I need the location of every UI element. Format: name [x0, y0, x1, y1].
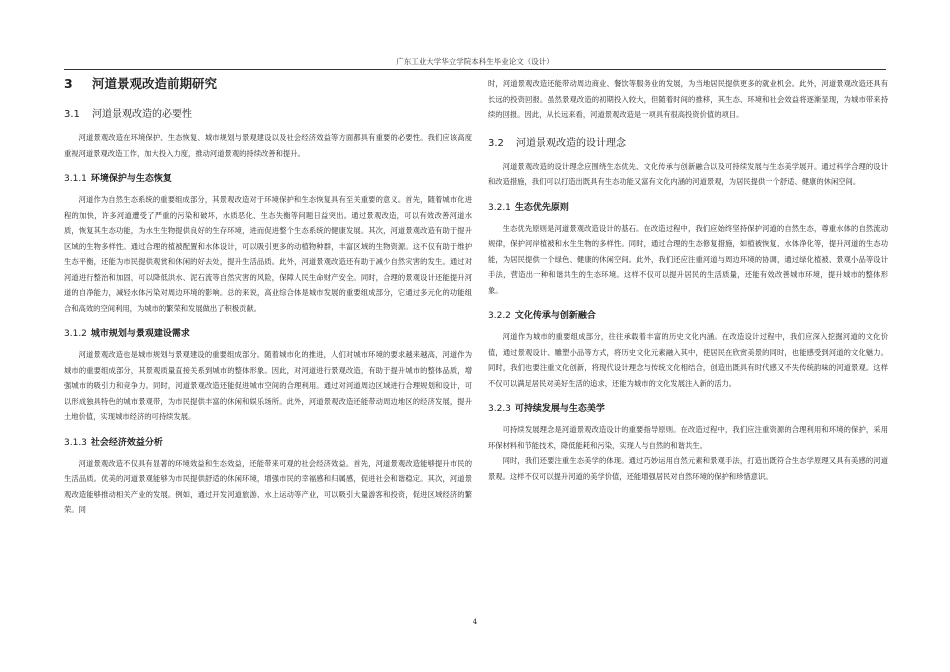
subsection-title: 生态优先原则: [514, 202, 569, 213]
subsection-heading-3-1-3: [64, 437, 472, 449]
subsection-number: 3.2.3: [488, 404, 511, 414]
page-header: 广东工业大学华立学院本科生毕业论文（设计）: [396, 57, 554, 66]
subsection-title: 文化传承与创新融合: [514, 311, 596, 321]
subsection-heading-3-1-1: [64, 173, 472, 185]
subsection-number: 3.1.1: [64, 174, 87, 184]
subsection-number: 3.1.3: [64, 437, 87, 448]
paragraph-3-2-3-b: 同时，我们还要注重生态美学的体现。通过巧妙运用自然元素和景观手法，打造出既符合生态学原理又具有美感的河道景观。这样不仅可以提升河道的美学价值，还能增强居民对自然环境的保护和珍惜意识。: [488, 456, 888, 481]
subsection-number: 3.2.1: [488, 202, 511, 213]
section-heading-3-2: [488, 137, 888, 151]
subsection-heading-3-1-2: [64, 328, 472, 340]
section-title: 河道景观改造的必要性: [92, 109, 192, 120]
paragraph-3-2-3-a: 可持续发展理念是河道景观改造设计的重要指导原则。在改造过程中，我们应注重资源的合理利用和环境的保护，采用环保材料和节能技术，降低能耗和污染，实现人与自然的和谐共生。: [488, 425, 888, 450]
header-divider: [64, 69, 886, 70]
chapter-title: 河道景观改造前期研究: [92, 76, 218, 91]
subsection-number: 3.2.2: [488, 311, 511, 321]
paragraph-3-1-3: 河道景观改造不仅具有显著的环境效益和生态效益，还能带来可观的社会经济效益。首先，河道景观改造能够提升市民的生活品质。优美的河道景观能够为市民提供舒适的休闲环境，增强市民的幸福感和归属感，促进社会和谐稳定。其次，河道景观改造能够推动相关产业的发展。例如，通过开发河道旅游、水上运动等产业，可以吸引大量游客和投资，促进区域经济的繁荣。同: [64, 458, 472, 514]
chapter-number: 3: [64, 76, 73, 91]
subsection-title: 可持续发展与生态美学: [514, 404, 605, 414]
paragraph-3-1: 河道景观改造在环境保护、生态恢复、城市规划与景观建设以及社会经济效益等方面都具有重要的必要性。我们应该高度重视河道景观改造工作，加大投入力度，推动河道景观的持续改善和提升。: [64, 133, 472, 158]
subsection-heading-3-2-2: [488, 310, 888, 322]
paragraph-continued: 时，河道景观改造还能带动周边商业、餐饮等服务业的发展，为当地居民提供更多的就业机会。此外，河道景观改造还具有长远的投资回报。虽然景观改造的初期投入较大，但随着时间的推移，其生态、环境和社会效益将逐渐显现，为城市带来持续的回报。因此，从长远来看，河道景观改造是一项具有很高投资价值的项目。: [488, 79, 888, 119]
paragraph-3-1-1: 河道作为自然生态系统的重要组成部分，其景观改造对于环境保护和生态恢复具有至关重要的意义。首先，随着城市化进程的加快，许多河道遭受了严重的污染和破坏，水质恶化、生态失衡等问题日益突出。通过景观改造，可以有效改善河道水质，恢复其生态功能，为水生生物提供良好的生存环境，进而促进整个生态系统的健康发展。其次，河道景观改造有助于提升区域的生物多样性。通过合理的植被配置和水体设计，可以吸引更多的动植物种群，丰富区域的生物资源。这不仅有助于维护生态平衡，还能为市民提供观赏和休闲的好去处，提升生活品质。此外，河道景观改造还有助于减少自然灾害的发生。通过对河道进行整治和加固，可以降低洪水、泥石流等自然灾害的风险，保障人民生命财产安全。同时，合理的景观设计还能提升河道的自净能力，减轻水体污染对周边环境的影响。总的来说，高业综合体是城市发展的重要组成部分，它通过多元化的功能组合和高效的空间利用，为城市的繁荣和发展做出了积极贡献。: [64, 195, 472, 313]
chapter-heading: [64, 76, 472, 92]
subsection-number: 3.1.2: [64, 329, 87, 339]
paragraph-3-2-1: 生态优先原则是河道景观改造设计的基石。在改造过程中，我们应始终坚持保护河道的自然生态，尊重水体的自然流动规律，保护河岸植被和水生生物的多样性。同时，通过合理的生态修复措施，如植被恢复、水体净化等，提升河道的生态功能，为居民提供一个绿色、健康的休闲空间。此外，我们还应注重河道与周边环境的协调，通过绿化植被、景观小品等设计手法，营造出一种和谐共生的生态环境。这样不仅可以提升居民的生活质量，还能有效改善城市环境，提升城市的整体形象。: [488, 223, 888, 295]
paragraph-3-1-2: 河道景观改造也是城市规划与景观建设的重要组成部分。随着城市化的推进，人们对城市环境的要求越来越高，河道作为城市的重要组成部分，其景观质量直接关系到城市的整体形象。因此，对河道进行景观改造，有助于提升城市的整体品质，增强城市的吸引力和竞争力。同时，河道景观改造还能促进城市空间的合理利用。通过对河道周边区域进行合理规划和设计，可以形成独具特色的城市景观带，为市民提供丰富的休闲和娱乐场所。此外，河道景观改造还能带动周边地区的经济发展，提升土地价值，实现城市经济的可持续发展。: [64, 350, 472, 421]
right-column: [488, 76, 888, 484]
section-heading-3-1: [64, 108, 472, 122]
paragraph-3-2-2: 河道作为城市的重要组成部分，往往承载着丰富的历史文化内涵。在改造设计过程中，我们应深入挖掘河道的文化价值，通过景观设计、雕塑小品等方式，将历史文化元素融入其中，使居民在欣赏美景的同时，也能感受到河道的文化魅力。同时，我们也要注重文化创新，将现代设计理念与传统文化相结合，创造出既具有时代感又不失传统韵味的河道景观。这样不仅可以满足居民对美好生活的追求，还能为城市的文化发展注入新的活力。: [488, 332, 888, 388]
page-number: 4: [472, 618, 478, 626]
paragraph-3-2: 河道景观改造的设计理念应围绕生态优先、文化传承与创新融合以及可持续发展与生态美学展开。通过科学合理的设计和改造措施，我们可以打造出既具有生态功能又富有文化内涵的河道景观，为居民提供一个舒适、健康的休闲空间。: [488, 161, 888, 186]
left-column: [64, 76, 472, 518]
subsection-heading-3-2-3: [488, 403, 888, 415]
section-number: 3.1: [64, 109, 80, 120]
subsection-title: 城市规划与景观建设需求: [90, 329, 190, 339]
section-number: 3.2: [488, 137, 504, 149]
subsection-title: 社会经济效益分析: [90, 437, 163, 448]
subsection-title: 环境保护与生态恢复: [90, 174, 172, 184]
subsection-heading-3-2-1: [488, 202, 888, 214]
section-title: 河道景观改造的设计理念: [516, 137, 626, 149]
